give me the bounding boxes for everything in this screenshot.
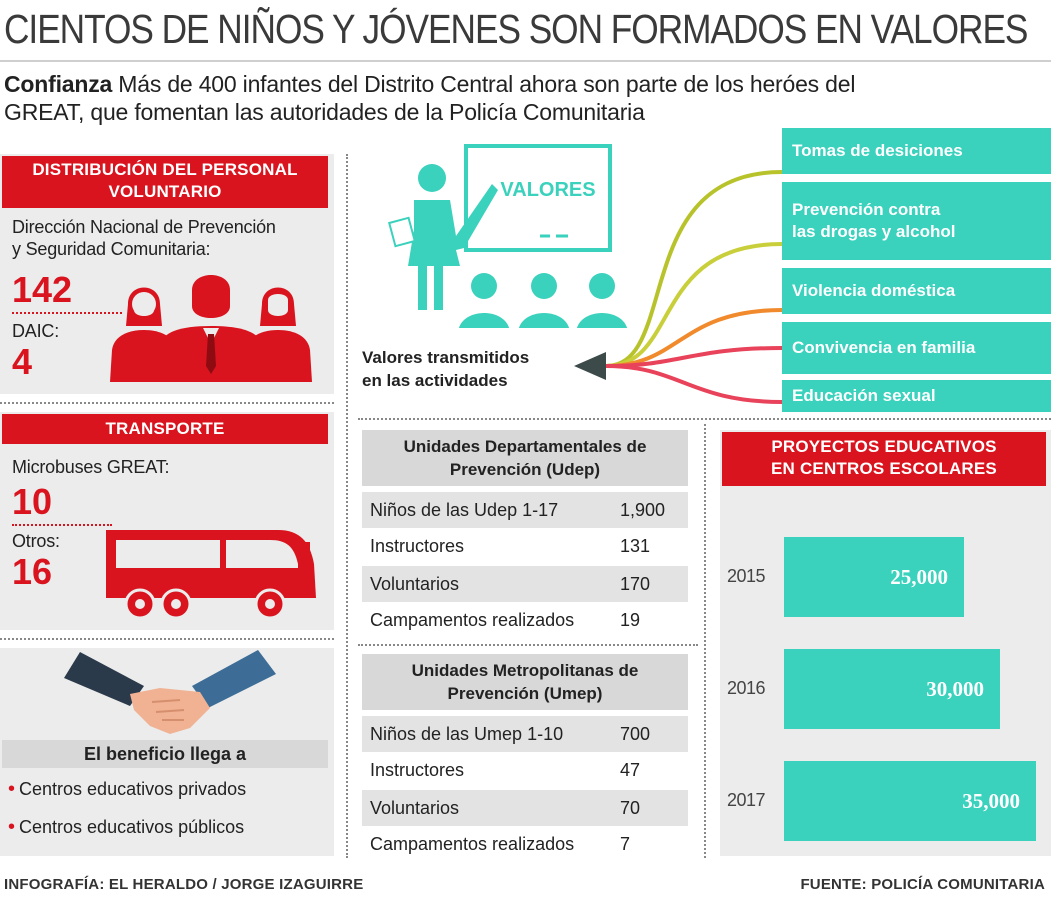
valor-item-label: Tomas de desiciones: [792, 141, 963, 160]
footer-credit: INFOGRAFÍA: EL HERALDO / JORGE IZAGUIRRE: [4, 876, 364, 893]
row-label: Campamentos realizados: [370, 833, 575, 854]
row-value: 19: [620, 609, 641, 630]
beneficio-item: [8, 816, 244, 838]
row-label: Niños de las Umep 1-10: [370, 723, 564, 744]
dnpsc-label-line-2: y Seguridad Comunitaria:: [12, 239, 211, 259]
row-value: 700: [620, 723, 651, 744]
chart-bar-value: 30,000: [926, 676, 984, 701]
table-row: [362, 528, 688, 564]
table-row: [362, 790, 688, 826]
table-row: [362, 826, 688, 862]
row-value: 7: [620, 833, 631, 854]
connector-line-1: [606, 172, 782, 366]
valor-item-label: Violencia doméstica: [792, 281, 956, 300]
personal-header-line-2: VOLUNTARIO: [108, 182, 222, 201]
table-row: [362, 752, 688, 788]
chart-bar: [784, 761, 1036, 841]
table-row: [362, 492, 688, 528]
row-label: Instructores: [370, 535, 465, 556]
valores-caption-line-1: Valores transmitidos: [362, 348, 530, 367]
umep-header-line-1: Unidades Metropolitanas de: [411, 661, 639, 680]
valores-connectors: [570, 140, 782, 410]
umep-header-line-2: Prevención (Umep): [447, 684, 603, 703]
daic-value: 4: [12, 341, 33, 382]
lede-line-1: [4, 70, 1049, 98]
chart-bar-value: 35,000: [962, 788, 1020, 813]
beneficio-item: [8, 778, 246, 800]
valor-item-label-2: las drogas y alcohol: [792, 222, 956, 241]
beneficio-header: El beneficio llega a: [2, 740, 328, 768]
valor-item-label: Prevención contra: [792, 200, 941, 219]
title-divider: [0, 60, 1051, 62]
valor-item: [782, 268, 1051, 314]
connector-line-5: [606, 366, 782, 402]
valor-item: [782, 322, 1051, 374]
valor-item: [782, 380, 1051, 412]
column-divider-right: [704, 424, 706, 858]
chart-bar-value: 25,000: [890, 564, 948, 589]
umep-header: [362, 654, 688, 710]
handshake-icon: [60, 648, 280, 736]
bullet-icon: •: [8, 778, 16, 800]
chart-year-label: 2015: [727, 566, 766, 586]
personal-dotline: [12, 312, 122, 314]
footer-source: FUENTE: POLICÍA COMUNITARIA: [800, 876, 1045, 893]
otros-value: 16: [12, 551, 53, 592]
valores-caption-line-2: en las actividades: [362, 371, 508, 390]
row-label: Niños de las Udep 1-17: [370, 499, 559, 520]
valor-item: [782, 128, 1051, 174]
chart-year-label: 2017: [727, 790, 766, 810]
microbuses-label: Microbuses GREAT:: [12, 457, 170, 477]
chart-title-line-1: PROYECTOS EDUCATIVOS: [771, 437, 997, 456]
chart-title: [722, 432, 1046, 486]
table-row: [362, 716, 688, 752]
personal-header-line-1: DISTRIBUCIÓN DEL PERSONAL: [32, 160, 298, 179]
row-label: Voluntarios: [370, 573, 460, 594]
row-divider-middle: [358, 418, 1051, 420]
transporte-dotline: [12, 524, 112, 526]
udep-header: [362, 430, 688, 486]
valores-caption: [362, 346, 529, 392]
table-row: [362, 566, 688, 602]
lede-text-2: GREAT, que fomentan las autoridades de la Policía Comunitaria: [4, 99, 645, 125]
valor-item-label: Educación sexual: [792, 386, 936, 405]
row-label: Voluntarios: [370, 797, 460, 818]
daic-label: DAIC:: [12, 321, 60, 341]
dnpsc-value: 142: [12, 269, 73, 310]
valor-item-label: Convivencia en familia: [792, 338, 976, 357]
row-value: 1,900: [620, 499, 666, 520]
udep-header-line-2: Prevención (Udep): [449, 460, 601, 479]
row-label: Campamentos realizados: [370, 609, 575, 630]
dnpsc-label: [12, 216, 276, 260]
row-divider-2: [0, 638, 334, 640]
lede-lead-word: Confianza: [4, 71, 113, 97]
bullet-icon: •: [8, 816, 16, 838]
row-divider-1: [0, 402, 334, 404]
row-value: 70: [620, 797, 641, 818]
table-row: [362, 602, 688, 638]
chart-title-line-2: EN CENTROS ESCOLARES: [771, 459, 997, 478]
caption-arrow-icon: [574, 352, 606, 380]
people-icon: [108, 270, 314, 382]
chart-bar: [784, 537, 964, 617]
beneficio-item-label: Centros educativos públicos: [19, 817, 245, 837]
row-value: 47: [620, 759, 641, 780]
board-text: VALORES: [500, 179, 596, 201]
chart-year-label: 2016: [727, 678, 766, 698]
personal-header: [2, 156, 328, 208]
row-value: 131: [620, 535, 651, 556]
valor-item: [782, 182, 1051, 260]
microbuses-value: 10: [12, 481, 53, 522]
chart-bar: [784, 649, 1000, 729]
lede: [4, 70, 1049, 126]
bus-icon: [100, 524, 324, 620]
column-divider-left: [346, 154, 348, 858]
row-label: Instructores: [370, 759, 465, 780]
dnpsc-label-line-1: Dirección Nacional de Prevención: [12, 217, 276, 237]
beneficio-item-label: Centros educativos privados: [19, 779, 247, 799]
otros-label: Otros:: [12, 531, 60, 551]
transporte-header: TRANSPORTE: [2, 414, 328, 444]
lede-text-1: Más de 400 infantes del Distrito Central ahora son parte de los heróes del: [118, 71, 856, 97]
udep-header-line-1: Unidades Departamentales de: [403, 437, 647, 456]
page-title: CIENTOS DE NIÑOS Y JÓVENES SON FORMADOS EN VALORES: [4, 6, 1028, 52]
row-value: 170: [620, 573, 651, 594]
table-divider: [358, 644, 698, 646]
